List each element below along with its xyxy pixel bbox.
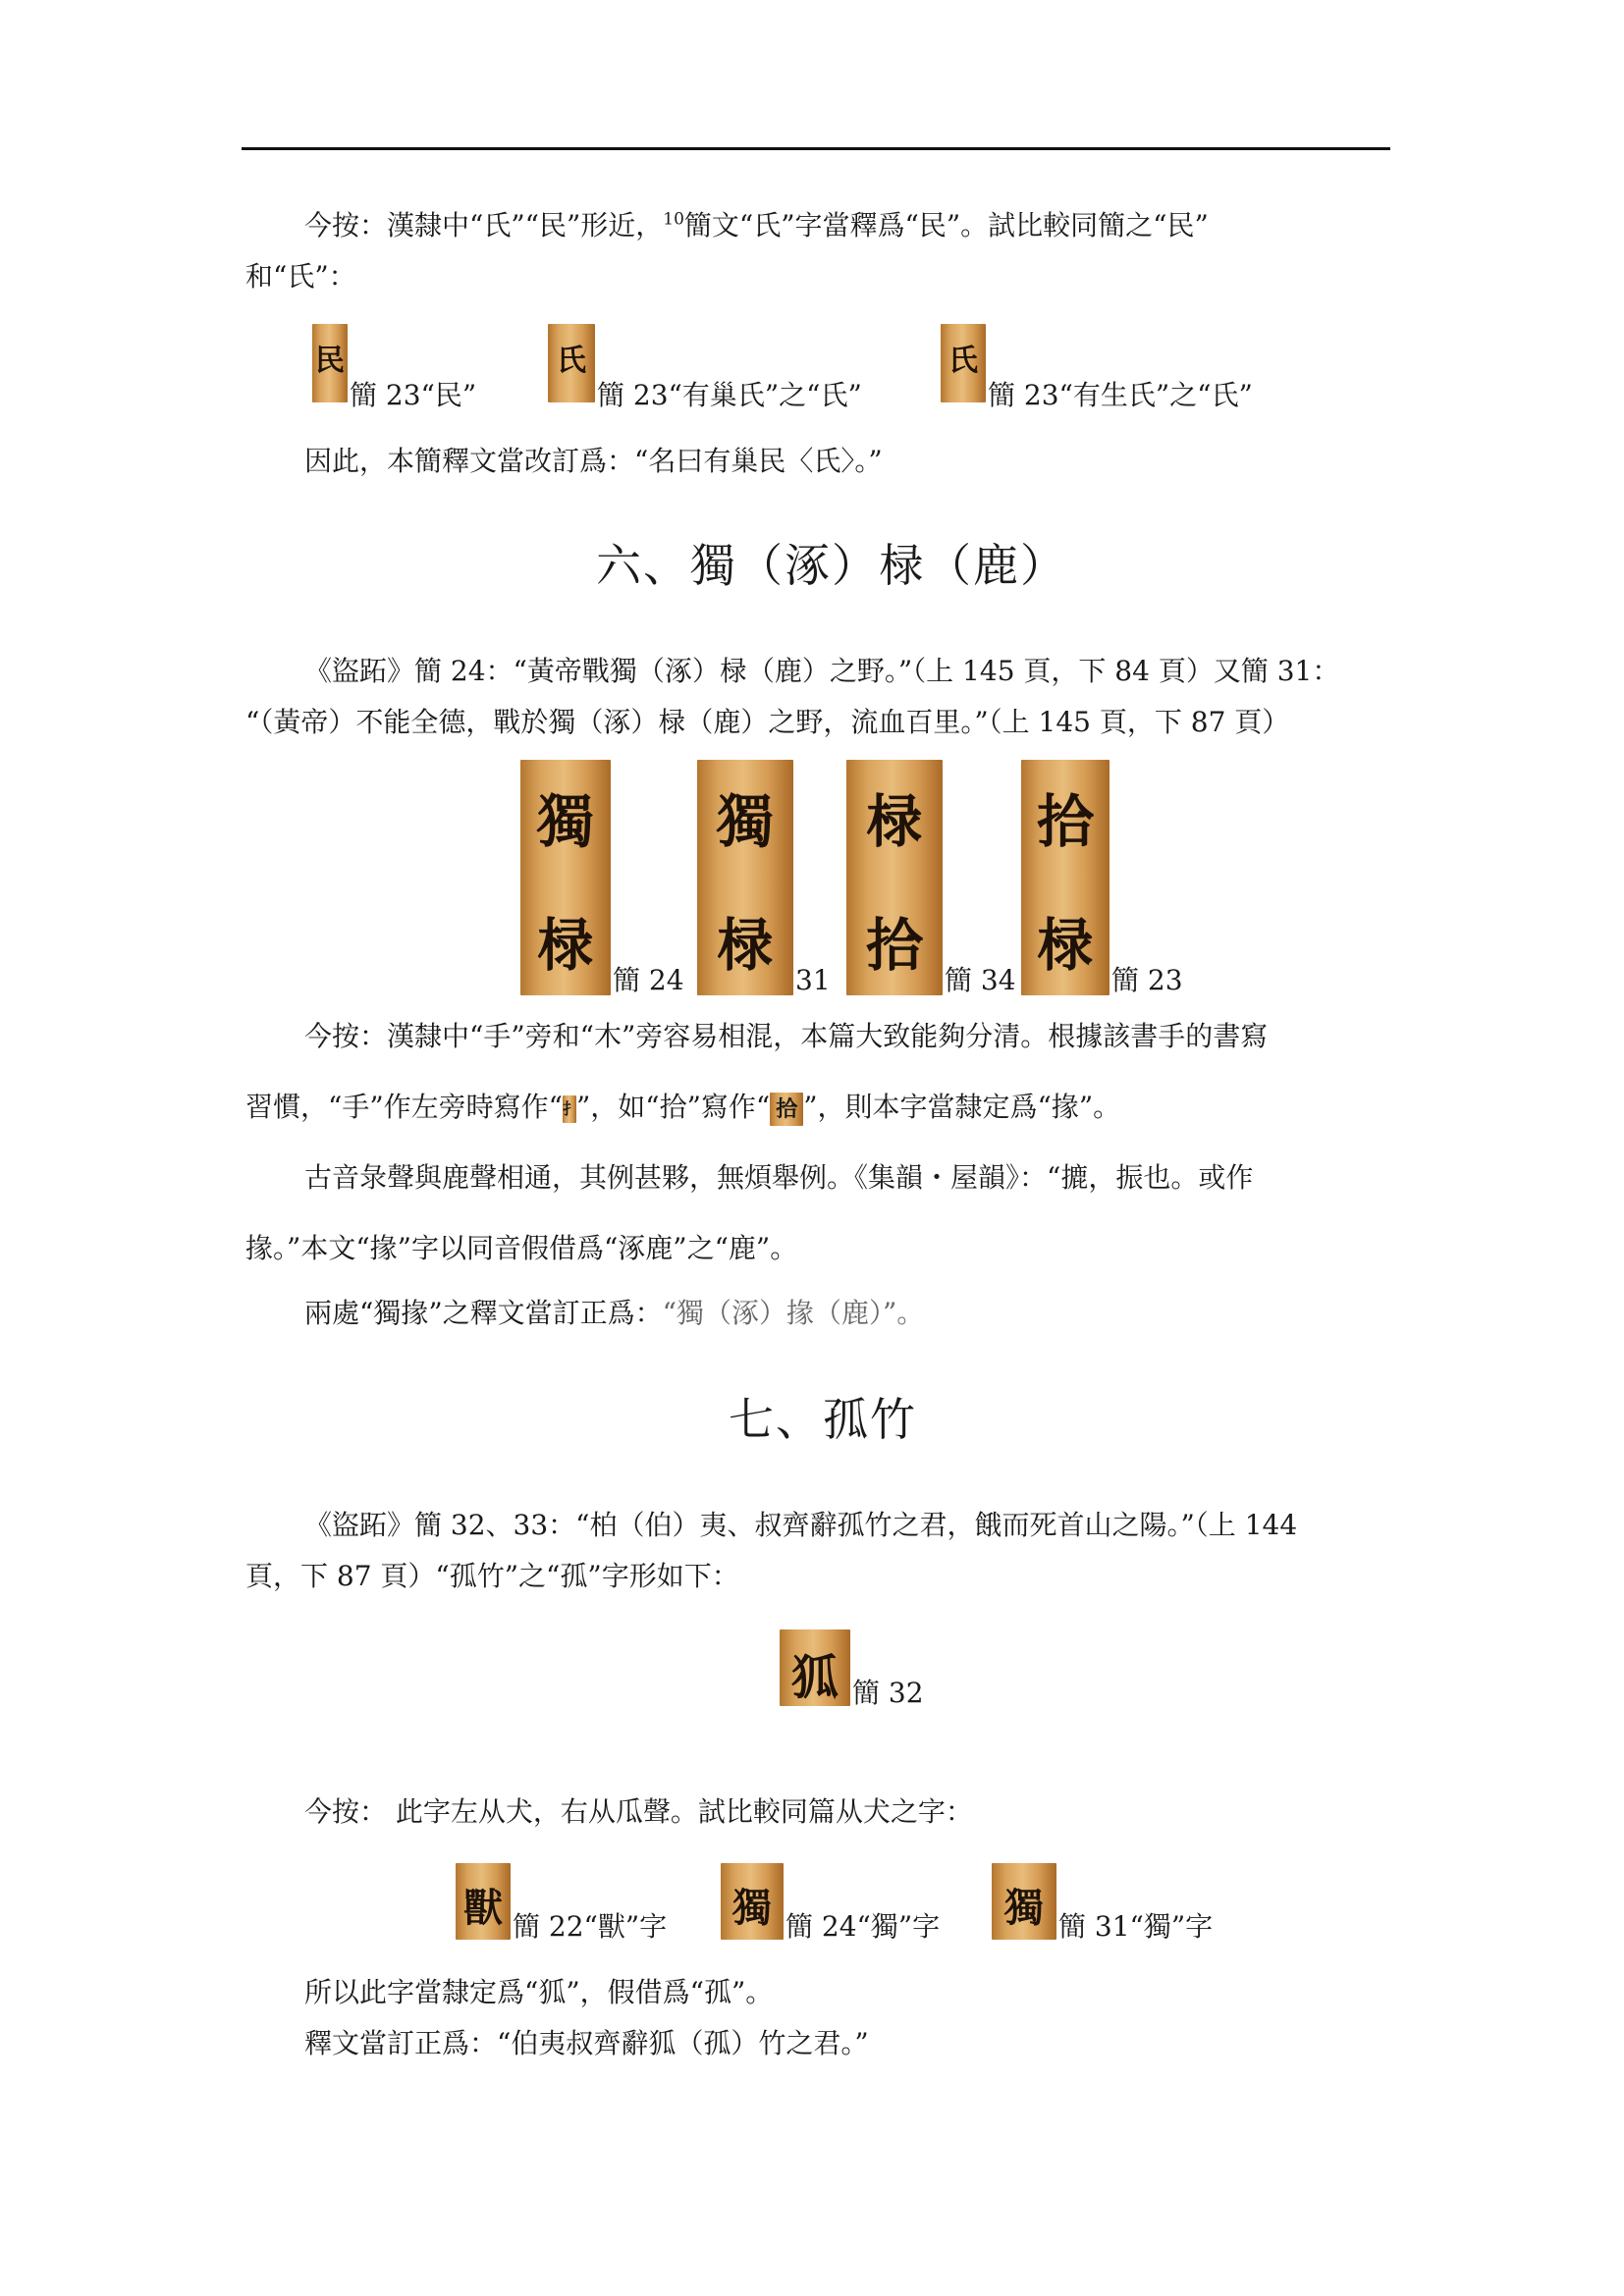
bamboo-slip-image [697,760,793,995]
bamboo-slip-image [941,324,986,402]
paragraph-sec7-p2: 今按： 此字左从犬，右从瓜聲。試比較同篇从犬之字： [304,1795,973,1828]
paragraph-text: ”，如“拾”寫作“ [575,1091,771,1123]
header-rule [242,147,1390,150]
slip-glyph: 民 [315,344,345,378]
figure-caption: 簡 32 [852,1677,924,1709]
bamboo-slip-image [992,1863,1056,1940]
paragraph-sec6-p3-line2: 掾。”本文“掾”字以同音假借爲“涿鹿”之“鹿”。 [245,1232,798,1264]
figure-caption: 簡 23 [1111,964,1183,996]
paragraph-sec6-line1: 《盜跖》簡 24：“黃帝戰獨（涿）椂（鹿）之野。”（上 145 頁，下 84 頁）又簡 31： [304,655,1340,687]
paragraph-sec6-p2-line2 [245,1088,1120,1127]
bamboo-slip-image [456,1863,511,1940]
paragraph-text: 兩處“獨掾”之釋文當訂正爲： [304,1297,663,1329]
slip-glyph: 獨 [732,1885,772,1931]
section-heading: 六、獨（涿）椂（鹿） [596,539,1067,592]
paragraph-text: 習慣，“手”作左旁時寫作“ [245,1091,563,1123]
paragraph-sec7-p3: 所以此字當隸定爲“狐”，假借爲“孤”。 [304,1976,774,2008]
slip-glyph: 獸 [463,1885,503,1931]
section-heading: 七、孤竹 [729,1393,917,1446]
paragraph-sec6-p3-line1: 古音彔聲與鹿聲相通，其例甚夥，無煩舉例。《集韻・屋韻》：“摝，振也。或作 [304,1161,1254,1194]
figure-caption: 簡 23“有生氏”之“氏” [988,379,1253,411]
paragraph-sec5-line1 [304,206,1209,245]
bamboo-slip-image [520,760,611,995]
paragraph-sec7-line1: 《盜跖》簡 32、33：“柏（伯）夷、叔齊辭孤竹之君，餓而死首山之陽。”（上 144 [304,1509,1298,1541]
paragraph-sec7-p4: 釋文當訂正爲：“伯夷叔齊辭狐（孤）竹之君。” [304,2027,869,2059]
paragraph-sec6-line2: “（黃帝）不能全德，戰於獨（涿）椂（鹿）之野，流血百里。”（上 145 頁，下 87 頁） [245,706,1290,738]
slip-glyph: 拾 [865,912,923,979]
slip-glyph: 氏 [948,344,978,378]
slip-glyph: 獨 [716,788,774,855]
bamboo-slip-image [312,324,348,402]
inline-slip-image: 扌 [563,1095,576,1123]
inline-slip-image: 拾 [770,1093,803,1126]
paragraph-sec6-p4 [304,1294,924,1333]
slip-glyph: 獨 [1004,1885,1044,1931]
slip-glyph: 獨 [536,788,594,855]
paragraph-text: 簡文“氏”字當釋爲“民”。試比較同簡之“民” [683,209,1209,241]
paragraph-sec6-p2-line1: 今按：漢隸中“手”旁和“木”旁容易相混，本篇大致能夠分清。根據該書手的書寫 [304,1020,1269,1052]
figure-caption: 簡 34 [945,964,1016,996]
paragraph-sec5-line2: 和“氏”： [245,260,356,293]
figure-caption: 簡 24“獨”字 [785,1910,941,1943]
corrected-reading: “獨（涿）掾（鹿）”。 [662,1297,925,1329]
paragraph-text: 今按：漢隸中“氏”“民”形近， [304,209,664,241]
slip-glyph: 狐 [790,1650,839,1705]
slip-glyph: 氏 [557,344,586,378]
figure-caption: 簡 23“有巢氏”之“氏” [597,379,862,411]
slip-glyph: 椂 [865,788,923,855]
paragraph-sec7-line2: 頁，下 87 頁）“孤竹”之“孤”字形如下： [245,1560,739,1592]
bamboo-slip-image [846,760,943,995]
figure-caption: 簡 23“民” [350,379,477,411]
conclusion-text: 因此，本簡釋文當改訂爲：“名曰有巢民〈氏〉。” [304,445,883,477]
figure-caption: 簡 31“獨”字 [1058,1910,1214,1943]
figure-caption: 簡 22“獸”字 [513,1910,668,1943]
paragraph-text: ”，則本字當隸定爲“掾”。 [803,1091,1121,1123]
slip-glyph: 拾 [1036,788,1094,855]
bamboo-slip-image [1021,760,1110,995]
bamboo-slip-image [548,324,595,402]
figure-caption: 31 [795,964,831,996]
footnote-marker: 10 [663,209,684,230]
slip-glyph: 椂 [536,912,594,979]
figure-caption: 簡 24 [613,964,684,996]
bamboo-slip-image [780,1629,850,1706]
slip-glyph: 椂 [1036,912,1094,979]
slip-glyph: 椂 [716,912,774,979]
bamboo-slip-image [721,1863,784,1940]
